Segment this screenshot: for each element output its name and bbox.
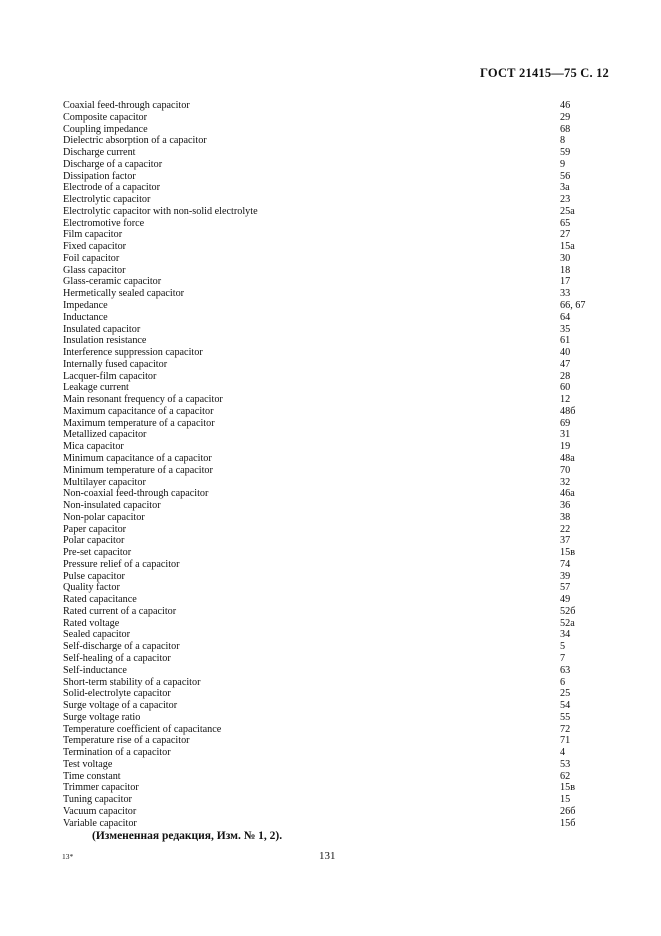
index-reference-number: 6 [560,676,566,688]
index-reference-number: 69 [560,417,571,429]
index-term: Coupling impedance [63,123,148,135]
index-reference-number: 52a [560,617,575,629]
index-reference-number: 15 [560,794,571,806]
index-entry [63,241,623,253]
index-entry [63,641,623,653]
index-reference-number: 48б [560,405,576,417]
index-reference-number: 68 [560,123,571,135]
index-reference-number: 29 [560,111,571,123]
index-entry [63,418,623,430]
index-term: Composite capacitor [63,111,148,123]
index-entry [63,759,623,771]
index-reference-number: 33 [560,288,571,300]
index-reference-number: 9 [560,158,566,170]
index-entry [63,618,623,630]
index-reference-number: 65 [560,217,571,229]
page-number: 131 [319,850,336,862]
index-term: Non-insulated capacitor [63,500,161,512]
index-entry [63,735,623,747]
index-term: Self-discharge of a capacitor [63,641,180,653]
index-term: Solid-electrolyte capacitor [63,688,171,700]
index-reference-number: 12 [560,394,571,406]
index-term: Minimum temperature of a capacitor [63,464,213,476]
index-entry [63,124,623,136]
index-term: Leakage current [63,382,129,394]
index-reference-number: 40 [560,347,571,359]
index-reference-number: 48a [560,452,575,464]
index-reference-number: 23 [560,194,571,206]
index-term: Lacquer-film capacitor [63,370,157,382]
index-entry [63,300,623,312]
index-entry [63,606,623,618]
index-term: Multilayer capacitor [63,476,146,488]
index-reference-number: 53 [560,758,571,770]
amendment-note: (Измененная редакция, Изм. № 1, 2). [92,830,283,842]
index-term: Glass capacitor [63,264,126,276]
index-term: Non-coaxial feed-through capacitor [63,488,209,500]
index-reference-number: 66, 67 [560,300,586,312]
index-reference-number: 63 [560,664,571,676]
index-term: Pulse capacitor [63,570,125,582]
index-reference-number: 30 [560,252,571,264]
index-entry [63,700,623,712]
index-entry [63,394,623,406]
index-reference-number: 8 [560,135,566,147]
index-term: Mica capacitor [63,441,124,453]
index-reference-number: 26б [560,805,576,817]
index-term: Maximum capacitance of a capacitor [63,405,214,417]
index-entry [63,688,623,700]
index-reference-number: 15в [560,782,575,794]
index-term: Electromotive force [63,217,145,229]
index-term: Self-inductance [63,664,127,676]
index-entry [63,794,623,806]
index-reference-number: 64 [560,311,571,323]
index-reference-number: 72 [560,723,571,735]
index-term: Film capacitor [63,229,123,241]
index-reference-number: 57 [560,582,571,594]
index-term: Electrolytic capacitor with non-solid electrolyte [63,205,258,217]
index-entry [63,100,623,112]
index-entry [63,324,623,336]
index-reference-number: 60 [560,382,571,394]
index-term: Vacuum capacitor [63,805,137,817]
index-reference-number: 56 [560,170,571,182]
index-term: Polar capacitor [63,535,125,547]
index-term: Rated current of a capacitor [63,605,177,617]
index-term: Foil capacitor [63,252,120,264]
index-term: Internally fused capacitor [63,358,168,370]
index-reference-number: 27 [560,229,571,241]
index-reference-number: 59 [560,147,571,159]
index-term: Inductance [63,311,108,323]
index-term: Tuning capacitor [63,794,132,806]
index-entry [63,276,623,288]
index-term: Maximum temperature of a capacitor [63,417,215,429]
index-entry [63,171,623,183]
index-term: Electrode of a capacitor [63,182,161,194]
index-term: Temperature rise of a capacitor [63,735,190,747]
index-entry [63,335,623,347]
index-term: Test voltage [63,758,113,770]
index-term: Coaxial feed-through capacitor [63,100,190,111]
index-entry [63,135,623,147]
index-reference-number: 18 [560,264,571,276]
index-reference-number: 54 [560,700,571,712]
index-reference-number: 32 [560,476,571,488]
index-term: Trimmer capacitor [63,782,139,794]
index-entry [63,512,623,524]
index-entry [63,771,623,783]
index-reference-number: 25 [560,688,571,700]
index-entry [63,465,623,477]
index-reference-number: 34 [560,629,571,641]
index-entry [63,594,623,606]
index-reference-number: 49 [560,594,571,606]
index-reference-number: 47 [560,358,571,370]
index-entry [63,312,623,324]
index-term: Variable capacitor [63,817,137,829]
index-entry [63,535,623,547]
index-entry [63,500,623,512]
index-entry [63,724,623,736]
index-term: Fixed capacitor [63,241,127,253]
index-reference-number: 15в [560,547,575,559]
index-entry [63,747,623,759]
index-reference-number: 35 [560,323,571,335]
index-reference-number: 38 [560,511,571,523]
index-entry [63,477,623,489]
index-entry [63,147,623,159]
index-entry [63,218,623,230]
term-index-list [63,100,623,829]
index-entry [63,571,623,583]
index-term: Rated voltage [63,617,120,629]
index-entry [63,112,623,124]
index-term: Surge voltage ratio [63,711,141,723]
signature-mark: 13* [62,852,74,861]
index-term: Non-polar capacitor [63,511,145,523]
index-term: Pre-set capacitor [63,547,132,559]
index-entry [63,253,623,265]
index-term: Surge voltage of a capacitor [63,700,178,712]
index-entry [63,653,623,665]
index-entry [63,347,623,359]
index-term: Short-term stability of a capacitor [63,676,201,688]
index-entry [63,429,623,441]
index-entry [63,159,623,171]
index-reference-number: 25a [560,205,575,217]
index-entry [63,665,623,677]
index-reference-number: 19 [560,441,571,453]
index-entry [63,229,623,241]
page-header: ГОСТ 21415—75 С. 12 [480,66,609,80]
index-term: Termination of a capacitor [63,747,171,759]
index-entry [63,488,623,500]
index-term: Sealed capacitor [63,629,131,641]
index-term: Quality factor [63,582,120,594]
index-entry [63,524,623,536]
index-reference-number: 36 [560,500,571,512]
index-term: Hermetically sealed capacitor [63,288,185,300]
index-entry [63,806,623,818]
index-reference-number: 55 [560,711,571,723]
index-entry [63,206,623,218]
index-reference-number: 15б [560,817,576,829]
index-reference-number: 22 [560,523,571,535]
index-term: Temperature coefficient of capacitance [63,723,222,735]
index-entry [63,818,623,830]
index-term: Main resonant frequency of a capacitor [63,394,223,406]
index-reference-number: 71 [560,735,571,747]
index-reference-number: 7 [560,652,566,664]
index-reference-number: 46 [560,100,571,111]
index-entry [63,712,623,724]
index-term: Paper capacitor [63,523,127,535]
index-reference-number: 70 [560,464,571,476]
index-term: Impedance [63,300,108,312]
index-term: Dissipation factor [63,170,136,182]
index-term: Glass-ceramic capacitor [63,276,162,288]
index-term: Metallized capacitor [63,429,147,441]
index-entry [63,359,623,371]
index-reference-number: 39 [560,570,571,582]
index-reference-number: 37 [560,535,571,547]
index-reference-number: 4 [560,747,566,759]
index-reference-number: 61 [560,335,571,347]
index-entry [63,782,623,794]
index-reference-number: 3a [560,182,570,194]
index-reference-number: 28 [560,370,571,382]
index-term: Discharge current [63,147,136,159]
index-term: Self-healing of a capacitor [63,652,171,664]
index-term: Discharge of a capacitor [63,158,163,170]
index-term: Insulation resistance [63,335,147,347]
index-reference-number: 62 [560,770,571,782]
index-entry [63,194,623,206]
index-entry [63,441,623,453]
index-entry [63,453,623,465]
index-term: Pressure relief of a capacitor [63,558,180,570]
index-entry [63,288,623,300]
index-term: Time constant [63,770,121,782]
index-reference-number: 46a [560,488,575,500]
index-entry [63,182,623,194]
index-entry [63,677,623,689]
index-term: Dielectric absorption of a capacitor [63,135,207,147]
index-entry [63,406,623,418]
index-entry [63,382,623,394]
index-entry [63,265,623,277]
index-entry [63,547,623,559]
index-term: Interference suppression capacitor [63,347,203,359]
index-reference-number: 31 [560,429,571,441]
index-reference-number: 74 [560,558,571,570]
index-entry [63,559,623,571]
index-reference-number: 17 [560,276,571,288]
index-entry [63,582,623,594]
index-term: Insulated capacitor [63,323,141,335]
index-reference-number: 5 [560,641,566,653]
index-term: Minimum capacitance of a capacitor [63,452,212,464]
index-term: Rated capacitance [63,594,137,606]
index-reference-number: 52б [560,605,576,617]
index-entry [63,371,623,383]
index-term: Electrolytic capacitor [63,194,151,206]
index-reference-number: 15a [560,241,575,253]
index-entry [63,629,623,641]
